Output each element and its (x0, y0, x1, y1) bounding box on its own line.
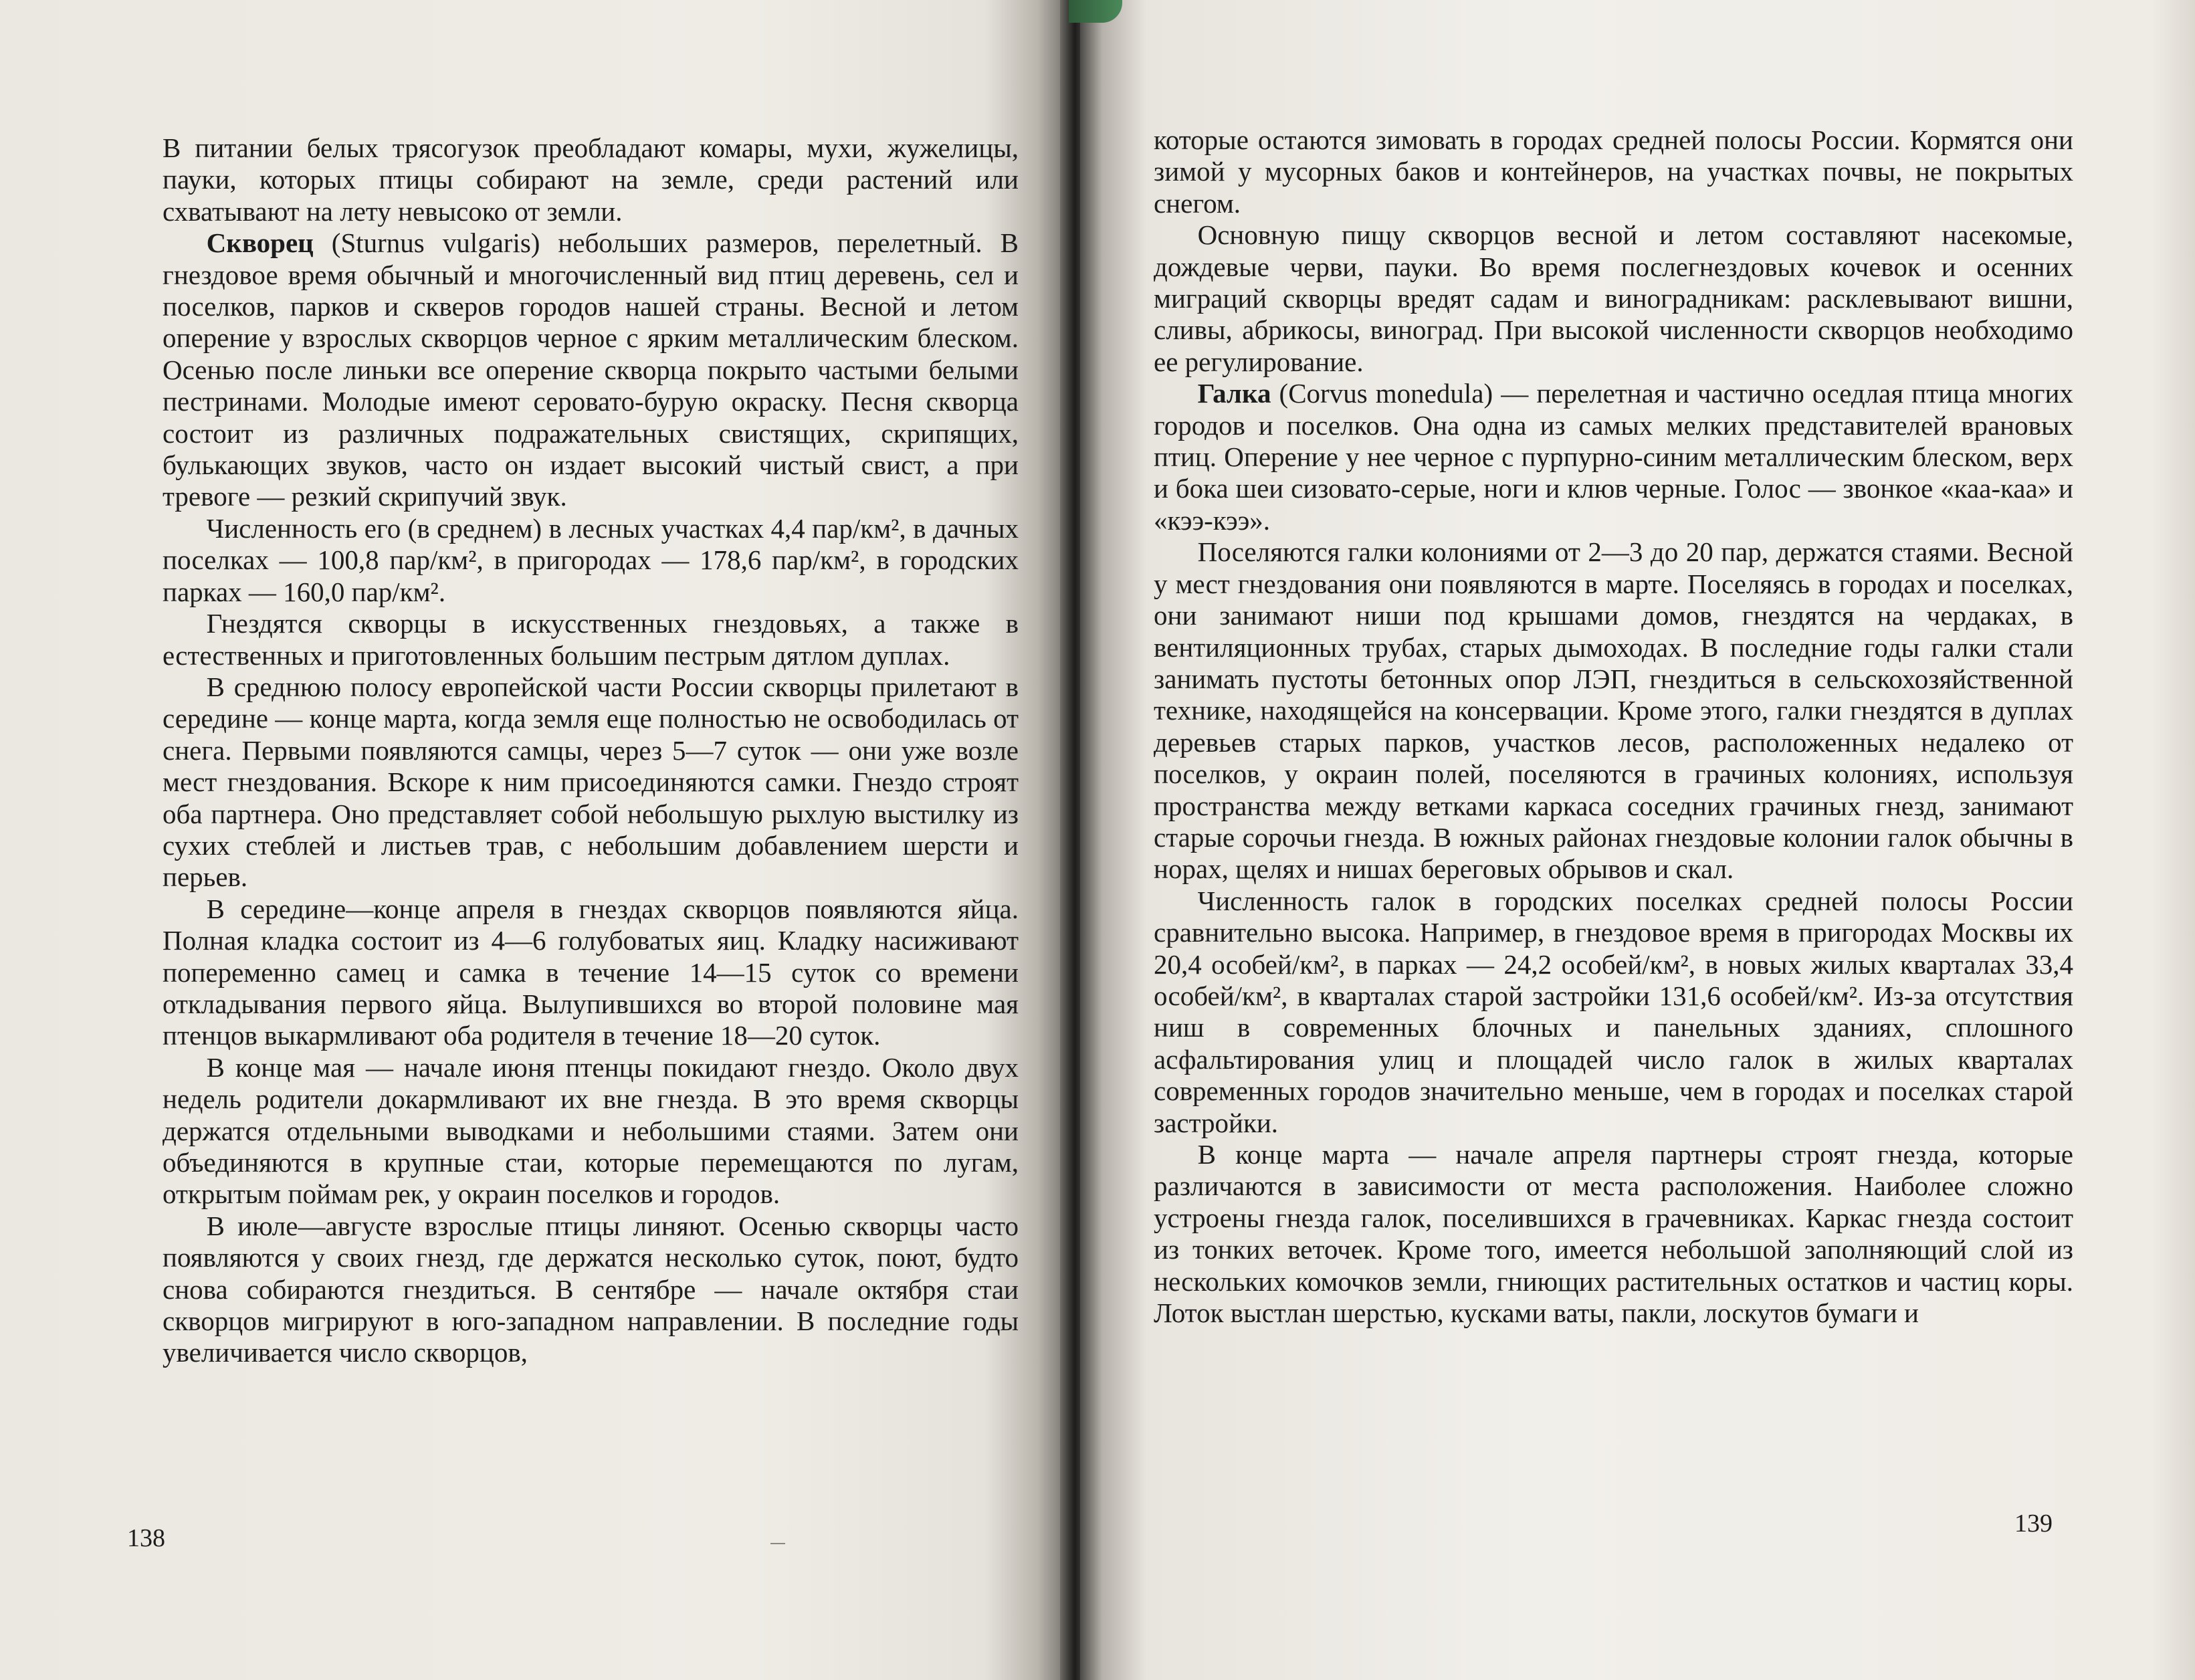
paragraph: В середине—конце апреля в гнездах скворцов появляются яйца. Полная кладка состоит из 4—6 голубоватых яиц. Кладку насиживают попеременно самец и самка в течение 14—15 суток со времени откладывания первого яйца. Вылупившихся во второй половине мая птенцов выкармливают оба родителя в течение 18—20 суток. (163, 893, 1019, 1051)
paragraph: Численность галок в городских поселках средней полосы России сравнительно высока. Например, в гнездовое время в пригородах Москвы их 20,4 особей/км², в парках — 24,2 особей/км², в новых жилых кварталах 33,4 особей/км², в кварталах старой застройки 131,6 особей/км². Из-за отсутствия ниш в современных блочных и панельных зданиях, сплошного асфальтирования улиц и площадей число галок в жилых кварталах современных городов значительно меньше, чем в городах и поселках старой застройки. (1154, 885, 2073, 1138)
paragraph: которые остаются зимовать в городах средней полосы России. Кормятся они зимой у мусорных баков и контейнеров, на участках почвы, не покрытых снегом. (1154, 124, 2073, 219)
paragraph: В среднюю полосу европейской части России скворцы прилетают в середине — конце марта, когда земля еще полностью не освободилась от снега. Первыми появляются самцы, через 5—7 суток — они уже возле мест гнездования. Вскоре к ним присоединяются самки. Гнездо строят оба партнера. Оно представляет собой небольшую рыхлую выстилку из сухих стеблей и листьев трав, с небольшим добавлением шерсти и перьев. (163, 671, 1019, 893)
paragraph: В июле—августе взрослые птицы линяют. Осенью скворцы часто появляются у своих гнезд, где держатся несколько суток, поют, будто снова собираются гнездиться. В сентябре — начале октября стаи скворцов мигрируют в юго-западном направлении. В последние годы увеличивается число скворцов, (163, 1210, 1019, 1368)
paragraph: Численность его (в среднем) в лесных участках 4,4 пар/км², в дачных поселках — 100,8 пар/км², в пригородах — 178,6 пар/км², в городских парках — 160,0 пар/км². (163, 512, 1019, 607)
paragraph: В конце марта — начале апреля партнеры строят гнезда, которые различаются в зависимости от места расположения. Наиболее сложно устроены гнезда галок, поселившихся в грачевниках. Каркас гнезда состоит из тонких веточек. Кроме того, имеется небольшой заполняющий слой из нескольких комочков земли, гниющих растительных остатков и частиц коры. Лоток выстлан шерстью, кусками ваты, пакли, лоскутов бумаги и (1154, 1139, 2073, 1329)
left-page (0, 0, 1070, 1680)
right-page-text (1154, 124, 2073, 1329)
species-name: Галка (1197, 378, 1271, 409)
paragraph: Основную пищу скворцов весной и летом составляют насекомые, дождевые черви, пауки. Во время послегнездовых кочевок и осенних миграций скворцы вредят садам и виноградникам: расклевывают вишни, сливы, абрикосы, виноград. При высокой численности скворцов необходимо ее регулирование. (1154, 219, 2073, 377)
paragraph: Галка (Corvus monedula) — перелетная и частично оседлая птица многих городов и поселков. Она одна из самых мелких представителей врановых птиц. Оперение у нее черное с пурпурно-синим металлическим блеском, верх и бока шеи сизовато-серые, ноги и клюв черные. Голос — звонкое «каа-каа» и «кээ-кээ». (1154, 378, 2073, 536)
left-page-text (163, 132, 1019, 1369)
paragraph: Гнездятся скворцы в искусственных гнездовьях, а также в естественных и приготовленных большим пестрым дятлом дуплах. (163, 608, 1019, 671)
paragraph: Скворец (Sturnus vulgaris) небольших размеров, перелетный. В гнездовое время обычный и многочисленный вид птиц деревень, сел и поселков, парков и скверов городов нашей страны. Весной и летом оперение у взрослых скворцов черное с ярким металлическим блеском. Осенью после линьки все оперение скворца покрыто частыми белыми пестринами. Молодые имеют серовато-бурую окраску. Песня скворца состоит из различных подражательных свистящих, скрипящих, булькающих звуков, часто он издает высокий чистый свист, а при тревоге — резкий скрипучий звук. (163, 227, 1019, 512)
page-number: 138 (127, 1524, 165, 1552)
paragraph: В конце мая — начале июня птенцы покидают гнездо. Около двух недель родители докармливают их вне гнезда. В это время скворцы держатся отдельными выводками и небольшими стаями. Затем они объединяются в крупные стаи, которые перемещаются по лугам, открытым поймам рек, у окраин поселков и городов. (163, 1051, 1019, 1210)
paragraph: Поселяются галки колониями от 2—3 до 20 пар, держатся стаями. Весной у мест гнездования они появляются в марте. Поселяясь в городах и поселках, они занимают ниши под крышами домов, гнездятся на чердаках, в вентиляционных трубах, старых дымоходах. В последние годы галки стали занимать пустоты бетонных опор ЛЭП, гнездиться в сельскохозяйственной технике, находящейся на консервации. Кроме этого, галки гнездятся в дуплах деревьев старых парков, участков лесов, расположенных недалеко от поселков, у окраин полей, поселяются в грачиных колониях, используя пространства между ветками каркаса соседних грачиных гнезд, занимают старые сорочьи гнезда. В южных районах гнездовые колонии галок обычны в норах, щелях и нишах береговых обрывов и скал. (1154, 536, 2073, 885)
species-name: Скворец (206, 227, 314, 259)
stray-mark (770, 1543, 785, 1544)
page-number: 139 (2014, 1509, 2053, 1538)
paragraph: В питании белых трясогузок преобладают комары, мухи, жужелицы, пауки, которых птицы собирают на земле, среди растений или схватывают на лету невысоко от земли. (163, 132, 1019, 227)
right-page (1080, 0, 2195, 1680)
